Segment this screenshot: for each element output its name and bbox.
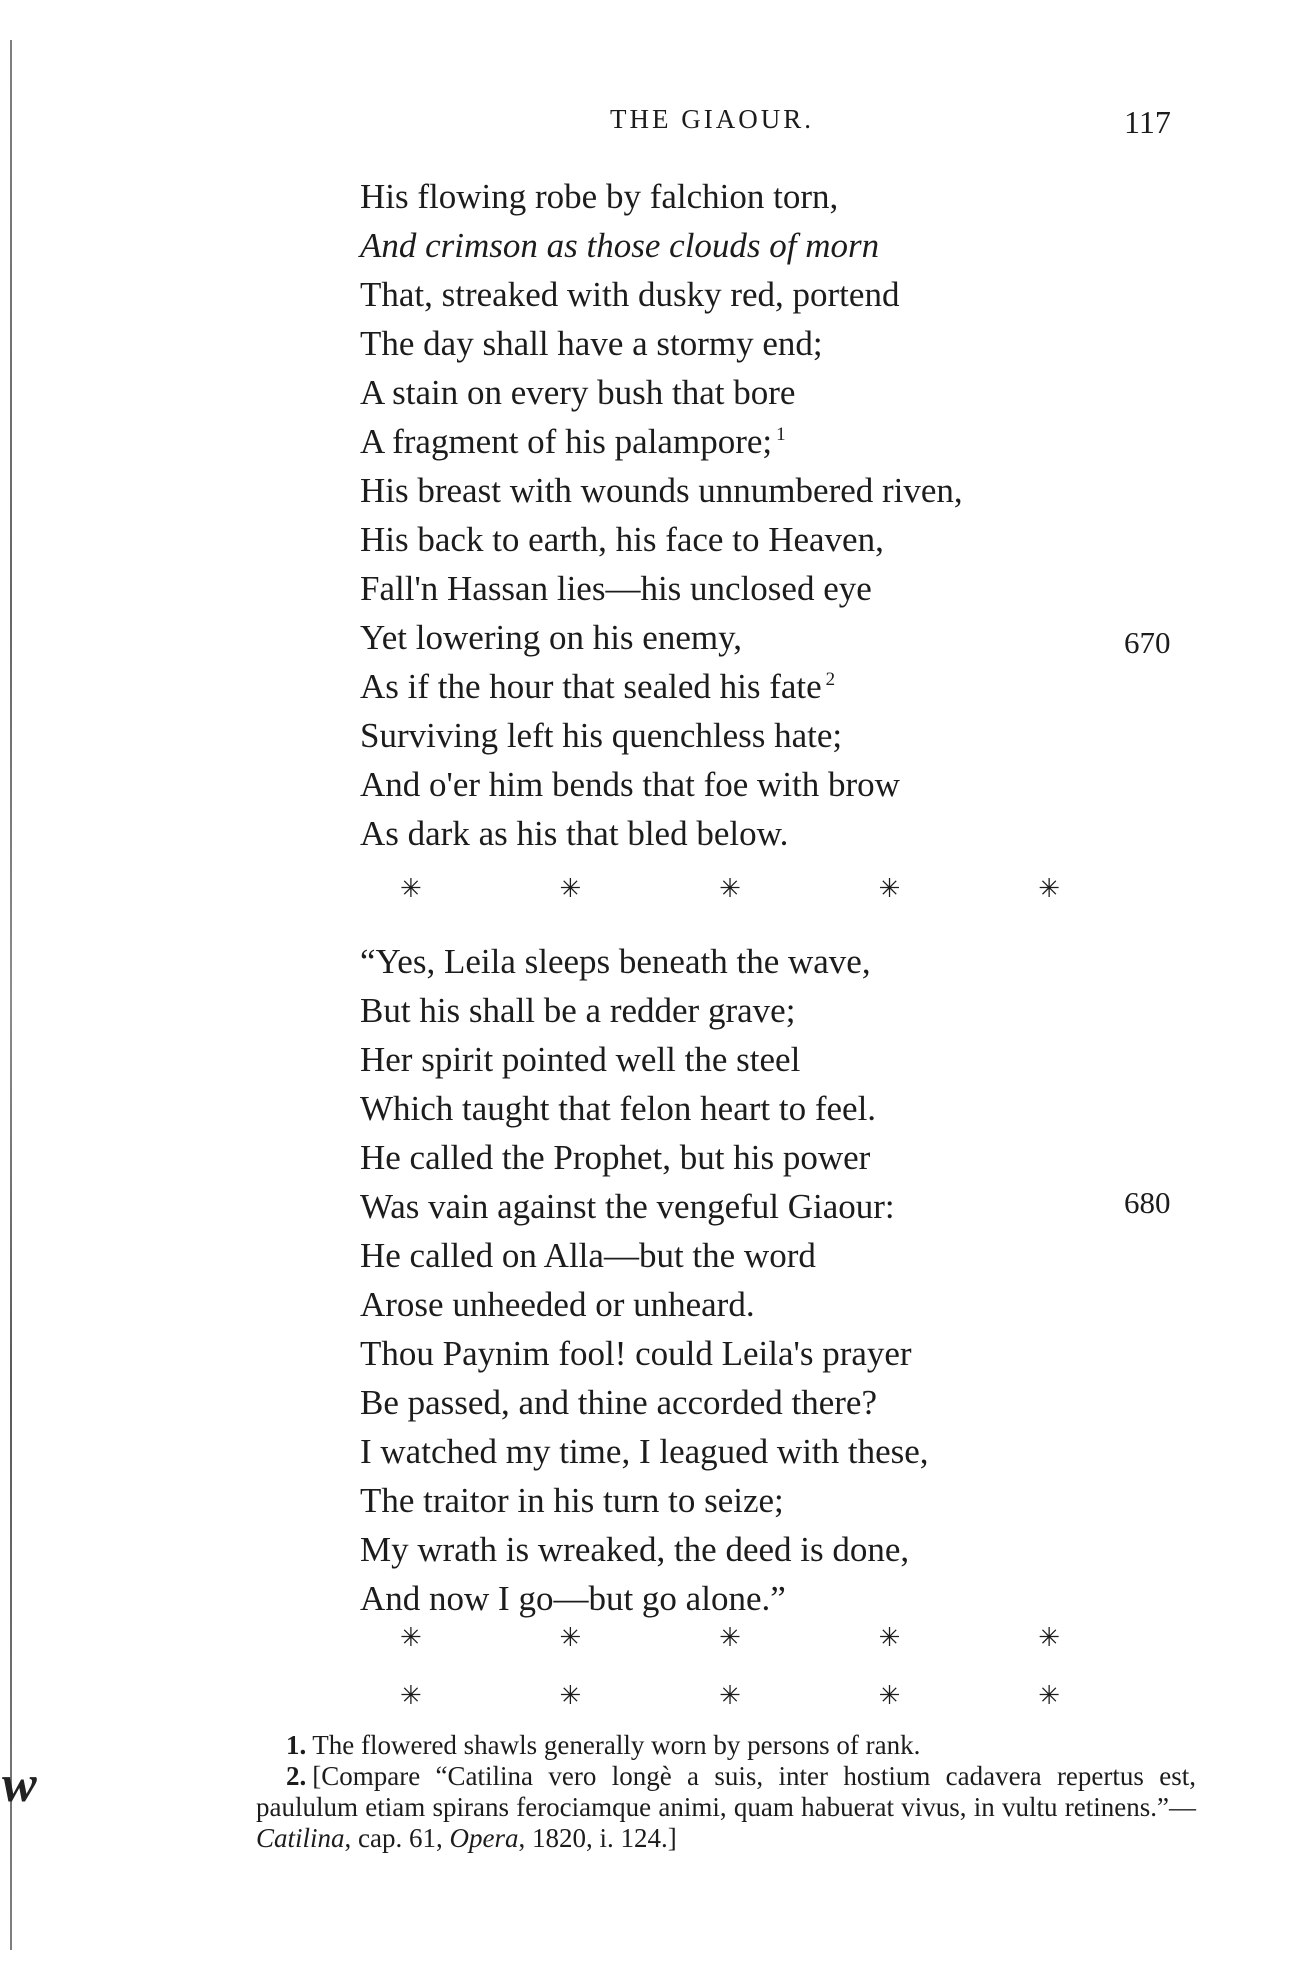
asterism-divider [400,876,1060,902]
asterisk-icon: ✳ [559,874,582,903]
verse-line: His back to earth, his face to Heaven, [360,520,884,559]
footnote-number: 2. [286,1761,307,1791]
asterisk-icon: ✳ [719,1681,741,1710]
asterisk-icon: ✳ [400,874,422,903]
asterisk-icon: ✳ [719,874,741,903]
verse-line: Surviving left his quenchless hate; [360,716,843,755]
asterisk-icon: ✳ [400,1681,422,1710]
verse-line: But his shall be a redder grave; [360,991,796,1030]
footnote-number: 1. [286,1730,307,1760]
verse-line: As if the hour that sealed his fate $^2$ [360,667,836,706]
verse-line: And o'er him bends that foe with brow [360,765,900,804]
binding-edge-line [10,40,12,1950]
asterisk-icon: ✳ [719,1623,741,1652]
margin-handwritten-mark: w [2,1756,37,1813]
running-head: THE GIAOUR. [610,104,814,134]
verse-line: The traitor in his turn to seize; [360,1481,784,1520]
verse-line: “Yes, Leila sleeps beneath the wave, [360,942,871,981]
asterisk-icon: ✳ [1038,1623,1060,1652]
footnote-text: , 1820, i. 124.] [518,1823,677,1853]
page-number: 117 [1124,104,1171,140]
stanza-one [360,172,963,858]
asterisk-icon: ✳ [878,1681,901,1710]
line-number-680: 680 [1124,1185,1171,1220]
asterisk-icon: ✳ [400,1623,422,1652]
verse-line: He called on Alla—but the word [360,1236,816,1275]
footnote-1 [256,1730,1196,1761]
verse-line: He called the Prophet, but his power [360,1138,871,1177]
citation-title: Opera [449,1823,519,1853]
asterism-divider [400,1683,1060,1709]
asterisk-icon: ✳ [559,1623,582,1652]
line-number-670: 670 [1124,625,1171,660]
footnote-text: , cap. 61, [344,1823,450,1853]
verse-line: Be passed, and thine accorded there? [360,1383,877,1422]
verse-line: Was vain against the vengeful Giaour: [360,1187,895,1226]
verse-line: A stain on every bush that bore [360,373,796,412]
verse-line: Her spirit pointed well the steel [360,1040,801,1079]
asterisk-icon: ✳ [878,874,901,903]
verse-line: And crimson as those clouds of morn [360,226,880,265]
verse-line: A fragment of his palampore; $^1$ [360,422,786,461]
verse-line: As dark as his that bled below. [360,814,789,853]
footnote-text: The flowered shawls generally worn by persons of rank. [312,1730,921,1760]
verse-line: My wrath is wreaked, the deed is done, [360,1530,910,1569]
verse-line: That, streaked with dusky red, portend [360,275,900,314]
verse-line: And now I go—but go alone.” [360,1579,786,1618]
verse-line: Thou Paynim fool! could Leila's prayer [360,1334,912,1373]
asterisk-icon: ✳ [559,1681,582,1710]
verse-line: Arose unheeded or unheard. [360,1285,755,1324]
asterism-divider [400,1625,1060,1651]
footnotes [256,1730,1196,1854]
verse-line: His breast with wounds unnumbered riven, [360,471,963,510]
footnote-text: [Compare “Catilina vero longè a suis, inter hostium cadavera repertus est, paululum etiam spirans ferociamque animi, quam habuerat vivus, in vultu retinens.”— [256,1761,1196,1822]
footnote-ref-2: 2 [825,669,836,691]
footnote-2 [256,1761,1196,1854]
asterisk-icon: ✳ [1038,1681,1060,1710]
verse-line: Yet lowering on his enemy, [360,618,743,657]
asterisk-icon: ✳ [1038,874,1060,903]
verse-line: I watched my time, I leagued with these, [360,1432,929,1471]
verse-line: His flowing robe by falchion torn, [360,177,839,216]
verse-line: Which taught that felon heart to feel. [360,1089,877,1128]
footnote-ref-1: 1 [776,424,786,446]
verse-line: Fall'n Hassan lies—his unclosed eye [360,569,872,608]
verse-line: The day shall have a stormy end; [360,324,823,363]
asterisk-icon: ✳ [878,1623,901,1652]
citation-title: Catilina [256,1823,345,1853]
stanza-two [360,937,929,1623]
